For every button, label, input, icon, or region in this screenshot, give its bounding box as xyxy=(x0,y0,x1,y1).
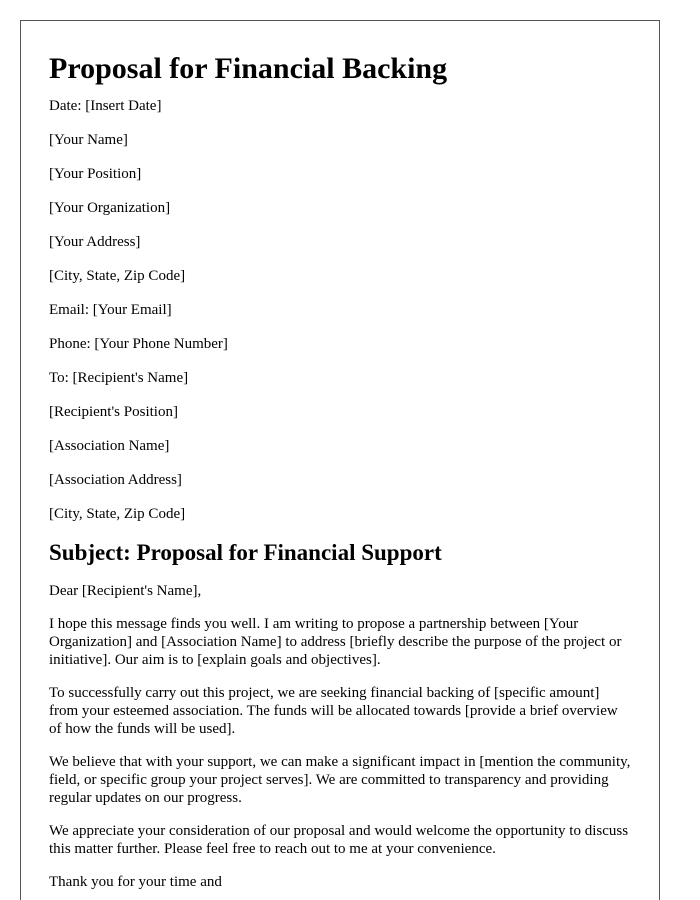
body-paragraph: We believe that with your support, we can make a significant impact in [mention the community, field, or specific group your project serves]. We are committed to transparency and providing regular updates on our progress. xyxy=(49,754,631,806)
body-paragraph: To successfully carry out this project, we are seeking financial backing of [specific amount] from your esteemed association. The funds will be allocated towards [provide a brief overview of how the funds will be used]. xyxy=(49,685,618,737)
subject-heading: Subject: Proposal for Financial Support xyxy=(49,540,442,565)
association-address: [Association Address] xyxy=(49,472,182,488)
letter-page xyxy=(20,20,660,900)
letter-header-block xyxy=(49,97,631,523)
page-title: Proposal for Financial Backing xyxy=(49,52,448,85)
recipient-name: To: [Recipient's Name] xyxy=(49,370,189,386)
sender-city-state-zip: [City, State, Zip Code] xyxy=(49,268,186,284)
closing-paragraph: Thank you for your time and xyxy=(49,874,222,890)
recipient-city-state-zip: [City, State, Zip Code] xyxy=(49,506,186,522)
sender-phone: Phone: [Your Phone Number] xyxy=(49,336,228,352)
sender-organization: [Your Organization] xyxy=(49,200,171,216)
date-line: Date: [Insert Date] xyxy=(49,98,162,114)
sender-email: Email: [Your Email] xyxy=(49,302,172,318)
sender-address: [Your Address] xyxy=(49,234,141,250)
sender-name: [Your Name] xyxy=(49,132,128,148)
body-paragraph: We appreciate your consideration of our proposal and would welcome the opportunity to discuss this matter further. Please feel free to reach out to me at your convenience. xyxy=(49,823,629,857)
sender-position: [Your Position] xyxy=(49,166,142,182)
body-paragraph: I hope this message finds you well. I am writing to propose a partnership between [Your Organization] and [Association Name] to address [briefly describe the purpose of the project or initiative]. Our aim is to [explain goals and objectives]. xyxy=(49,616,622,668)
salutation: Dear [Recipient's Name], xyxy=(49,583,202,599)
recipient-position: [Recipient's Position] xyxy=(49,404,178,420)
association-name: [Association Name] xyxy=(49,438,170,454)
